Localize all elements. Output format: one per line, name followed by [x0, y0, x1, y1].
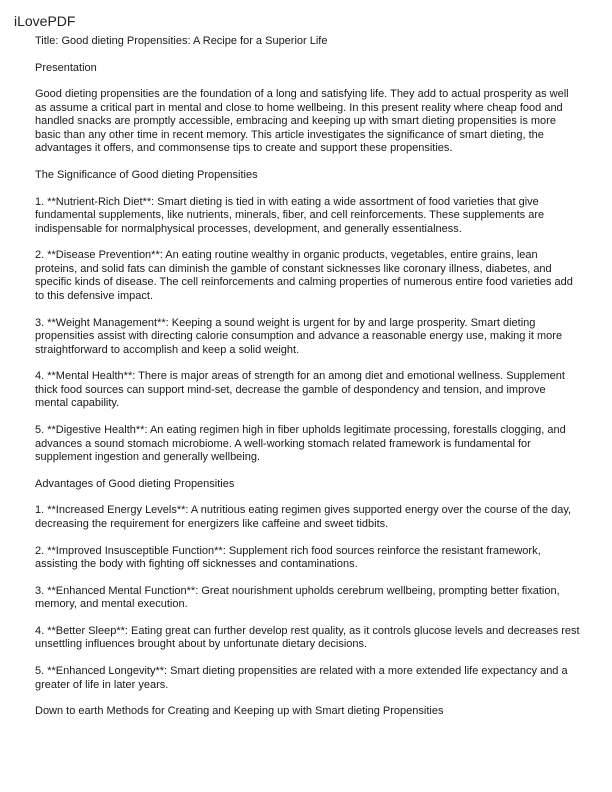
advantages-item-3: 3. **Enhanced Mental Function**: Great nourishment upholds cerebrum wellbeing, prompting better fixation, memory, and mental execution. [35, 584, 560, 611]
advantages-item-1: 1. **Increased Energy Levels**: A nutritious eating regimen gives supported energy over the course of the day, decreasing the requirement for energizers like caffeine and sweet tidbits. [35, 504, 572, 530]
advantages-item-2: 2. **Improved Insusceptible Function**: Supplement rich food sources reinforce the resistant framework, assisting the body with fighting off sicknesses and contaminations. [35, 544, 541, 571]
document-page [35, 35, 581, 732]
significance-heading: The Significance of Good dieting Propensities [35, 169, 258, 182]
significance-item-1: 1. **Nutrient-Rich Diet**: Smart dieting is tied in with eating a wide assortment of food varieties that give fundamental supplements, like nutrients, minerals, fiber, and cell reinforcements. These supplements are indispensable for normalphysical processes, development, and generally essentialness. [35, 195, 545, 235]
significance-item-4: 4. **Mental Health**: There is major areas of strength for an among diet and emotional wellness. Supplement thick food sources can support mind-set, decrease the gamble of despondency and tension, and improve mental capability. [35, 370, 565, 410]
document-title: Title: Good dieting Propensities: A Recipe for a Superior Life [35, 35, 328, 47]
methods-heading: Down to earth Methods for Creating and Keeping up with Smart dieting Propensities [35, 705, 444, 718]
introduction-paragraph: Good dieting propensities are the foundation of a long and satisfying life. They add to actual prosperity as well as assume a critical part in mental and close to home wellbeing. In this present reality where cheap food and handled snacks are promptly accessible, embracing and keeping up with smart dieting propensities is more basic than any other time in recent memory. This article investigates the significance of smart dieting, the advantages it offers, and commonsense tips to create and support these propensities. [35, 88, 569, 155]
advantages-item-4: 4. **Better Sleep**: Eating great can further develop rest quality, as it controls glucose levels and decreases rest unsettling influences brought about by unfortunate dietary decisions. [35, 624, 580, 651]
significance-item-5: 5. **Digestive Health**: An eating regimen high in fiber upholds legitimate processing, forestalls clogging, and advances a sound stomach microbiome. A well-working stomach related framework is fundamental for supplement ingestion and generally wellbeing. [35, 424, 566, 463]
significance-item-2: 2. **Disease Prevention**: An eating routine wealthy in organic products, vegetables, entire grains, lean proteins, and solid fats can diminish the gamble of constant sicknesses like coronary illness, diabetes, and specific kinds of disease. The cell reinforcements and calming properties of numerous entire food varieties add to this defensive impact. [35, 249, 573, 302]
introduction-heading: Presentation [35, 61, 97, 74]
advantages-heading: Advantages of Good dieting Propensities [35, 477, 235, 490]
significance-item-3: 3. **Weight Management**: Keeping a sound weight is urgent for by and large prosperity. Smart dieting propensities assist with directing calorie consumption and advance a reasonable energy use, making it more straightforward to accomplish and keep a solid weight. [35, 316, 563, 356]
advantages-item-5: 5. **Enhanced Longevity**: Smart dieting propensities are related with a more extended life expectancy and a greater of life in later years. [35, 665, 568, 691]
ilovepdf-watermark: iLovePDF [14, 13, 76, 29]
